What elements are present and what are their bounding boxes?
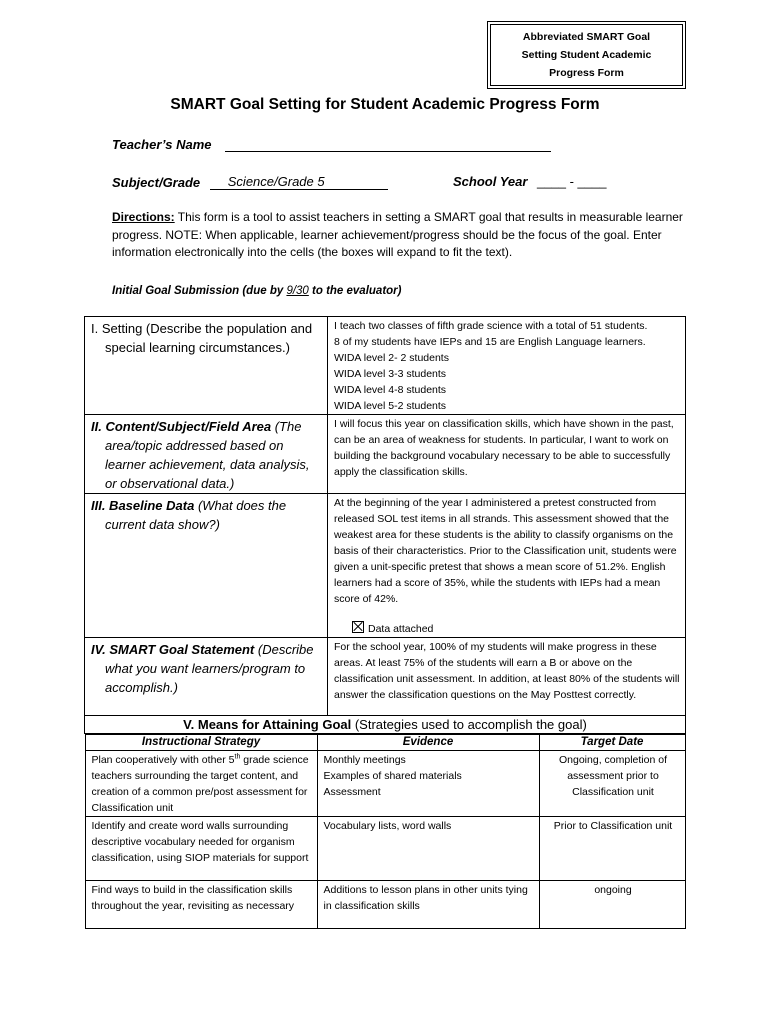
- data-attached-checkbox[interactable]: [352, 621, 364, 633]
- evidence-cell[interactable]: [317, 751, 539, 817]
- teacher-name-field[interactable]: [225, 136, 551, 152]
- setting-line: WIDA level 2- 2 students: [334, 352, 449, 364]
- subject-grade-label: Subject/Grade: [112, 175, 201, 190]
- evidence-cell[interactable]: [317, 817, 539, 881]
- data-attached-label: Data attached: [368, 623, 434, 635]
- setting-label: I. Setting: [91, 321, 143, 336]
- strategies-table: [85, 734, 686, 929]
- page-title: SMART Goal Setting for Student Academic Progress Form: [170, 96, 600, 113]
- target-cell[interactable]: ongoing: [539, 881, 685, 929]
- smart-label-cell: [85, 638, 328, 716]
- form-type-line-1: Abbreviated SMART Goal: [522, 31, 651, 43]
- smart-value-cell[interactable]: [328, 638, 686, 716]
- baseline-text: At the beginning of the year I administered a pretest constructed from released SOL test items in all strands. This assessment showed that the weakest area for these students is the ability to classify organisms on the basis of their characteristics. Prior to the Classification unit, students were given a unit-specific pretest that shows a mean score of 51.2%. English learners had a score of 35%, while the students with IEPs had a mean score of 42%.: [334, 497, 677, 605]
- school-year-row: [453, 174, 606, 189]
- strategy-text: Find ways to build in the classification skills throughout the year, revisiting as necessary: [91, 884, 295, 912]
- strategies-container: [85, 734, 686, 930]
- setting-label-cell: [85, 317, 328, 415]
- strategy-row: [85, 881, 685, 929]
- content-desc: (The area/topic addressed based on learner achievement, data analysis, or observational data.): [105, 419, 310, 491]
- strategy-cell[interactable]: [85, 881, 317, 929]
- header-strategy: Instructional Strategy: [85, 735, 317, 751]
- school-year-field[interactable]: ____ - ____: [537, 174, 607, 189]
- strategy-text: Plan cooperatively with other 5: [91, 754, 235, 766]
- initial-due-date: 9/30: [286, 285, 309, 297]
- strategies-row: [85, 734, 686, 930]
- directions-label: Directions:: [112, 210, 175, 224]
- strategy-text: Identify and create word walls surrounding descriptive vocabulary needed for organism classification, using SIOP materials for support: [91, 820, 309, 864]
- strategy-row: [85, 751, 685, 817]
- setting-line: WIDA level 4-8 students: [334, 384, 447, 396]
- teacher-name-row: [112, 136, 551, 152]
- form-type-line-2: Setting Student Academic: [521, 49, 652, 61]
- subject-grade-row: [112, 174, 388, 190]
- smart-text: For the school year, 100% of my students will make progress in these areas. At least 75% of the students will earn a B or above on the classification unit assessment. In addition, at least 80% of the students will answer the classification questions on the May Posttest correctly.: [334, 641, 680, 701]
- evidence-item: Monthly meetings: [323, 754, 406, 766]
- setting-desc: (Describe the population and special learning circumstances.): [105, 321, 313, 355]
- school-year-label: School Year: [453, 174, 528, 189]
- evidence-item: Vocabulary lists, word walls: [323, 820, 452, 832]
- baseline-label: III. Baseline Data: [91, 498, 195, 513]
- header-target: Target Date: [539, 735, 685, 751]
- content-label: II. Content/Subject/Field Area: [91, 419, 272, 434]
- strategy-cell[interactable]: [85, 751, 317, 817]
- evidence-item: Assessment: [323, 786, 381, 798]
- smart-label: IV. SMART Goal Statement: [91, 642, 255, 657]
- smart-goal-row: [85, 638, 686, 716]
- strategies-header: [85, 735, 685, 751]
- evidence-item: Examples of shared materials: [323, 770, 462, 782]
- content-label-cell: [85, 415, 328, 494]
- evidence-cell[interactable]: [317, 881, 539, 929]
- baseline-row: [85, 494, 686, 638]
- teacher-name-label: Teacher’s Name: [112, 137, 212, 152]
- means-label: V. Means for Attaining Goal: [183, 717, 352, 732]
- form-type-box-inner: [490, 24, 683, 86]
- form-type-box: [487, 21, 686, 89]
- setting-row: [85, 317, 686, 415]
- setting-line: WIDA level 3-3 students: [334, 368, 447, 380]
- strategy-row: [85, 817, 685, 881]
- directions-text: This form is a tool to assist teachers in setting a SMART goal that results in measurable learner progress. NOTE: When applicable, learner achievement/progress should be the focus of the goal. Enter information electronically into the cells (the boxes will expand to fit the text).: [112, 210, 683, 259]
- goal-form-table: [84, 316, 686, 929]
- initial-goal-submission: [112, 285, 401, 297]
- content-row: [85, 415, 686, 494]
- smart-desc: (Describe what you want learners/program to accomplish.): [105, 642, 314, 695]
- form-type-line-3: Progress Form: [549, 67, 624, 79]
- directions: [112, 209, 692, 262]
- initial-suffix: to the evaluator): [308, 285, 402, 297]
- baseline-value-cell[interactable]: [328, 494, 686, 638]
- evidence-item: Additions to lesson plans in other units tying in classification skills: [323, 884, 528, 912]
- setting-line: I teach two classes of fifth grade science with a total of 51 students.: [334, 320, 648, 332]
- means-header-row: [85, 716, 686, 734]
- setting-line: WIDA level 5-2 students: [334, 400, 447, 412]
- subject-grade-field[interactable]: Science/Grade 5: [210, 174, 388, 190]
- baseline-label-cell: [85, 494, 328, 638]
- strategy-sup: th: [234, 753, 241, 761]
- initial-prefix: Initial Goal Submission (due by: [112, 285, 287, 297]
- content-text: I will focus this year on classification skills, which have shown in the past, can be an area of weakness for students. In particular, I want to work on building the background vocabulary necessary to be able to successfully apply the classification skills.: [334, 418, 674, 478]
- content-value-cell[interactable]: [328, 415, 686, 494]
- means-header-cell: [85, 716, 686, 734]
- strategy-cell[interactable]: [85, 817, 317, 881]
- means-desc: (Strategies used to accomplish the goal): [351, 717, 587, 732]
- baseline-desc: (What does the current data show?): [105, 498, 287, 532]
- target-cell[interactable]: Prior to Classification unit: [539, 817, 685, 881]
- header-evidence: Evidence: [317, 735, 539, 751]
- setting-value-cell[interactable]: [328, 317, 686, 415]
- data-attached-row: [334, 621, 681, 637]
- strategy-text-cont: grade science teachers surrounding the target content, and creation of a common pre/post assessment for Classification unit: [91, 754, 309, 814]
- target-cell[interactable]: Ongoing, completion of assessment prior to Classification unit: [539, 751, 685, 817]
- setting-line: 8 of my students have IEPs and 15 are English Language learners.: [334, 336, 646, 348]
